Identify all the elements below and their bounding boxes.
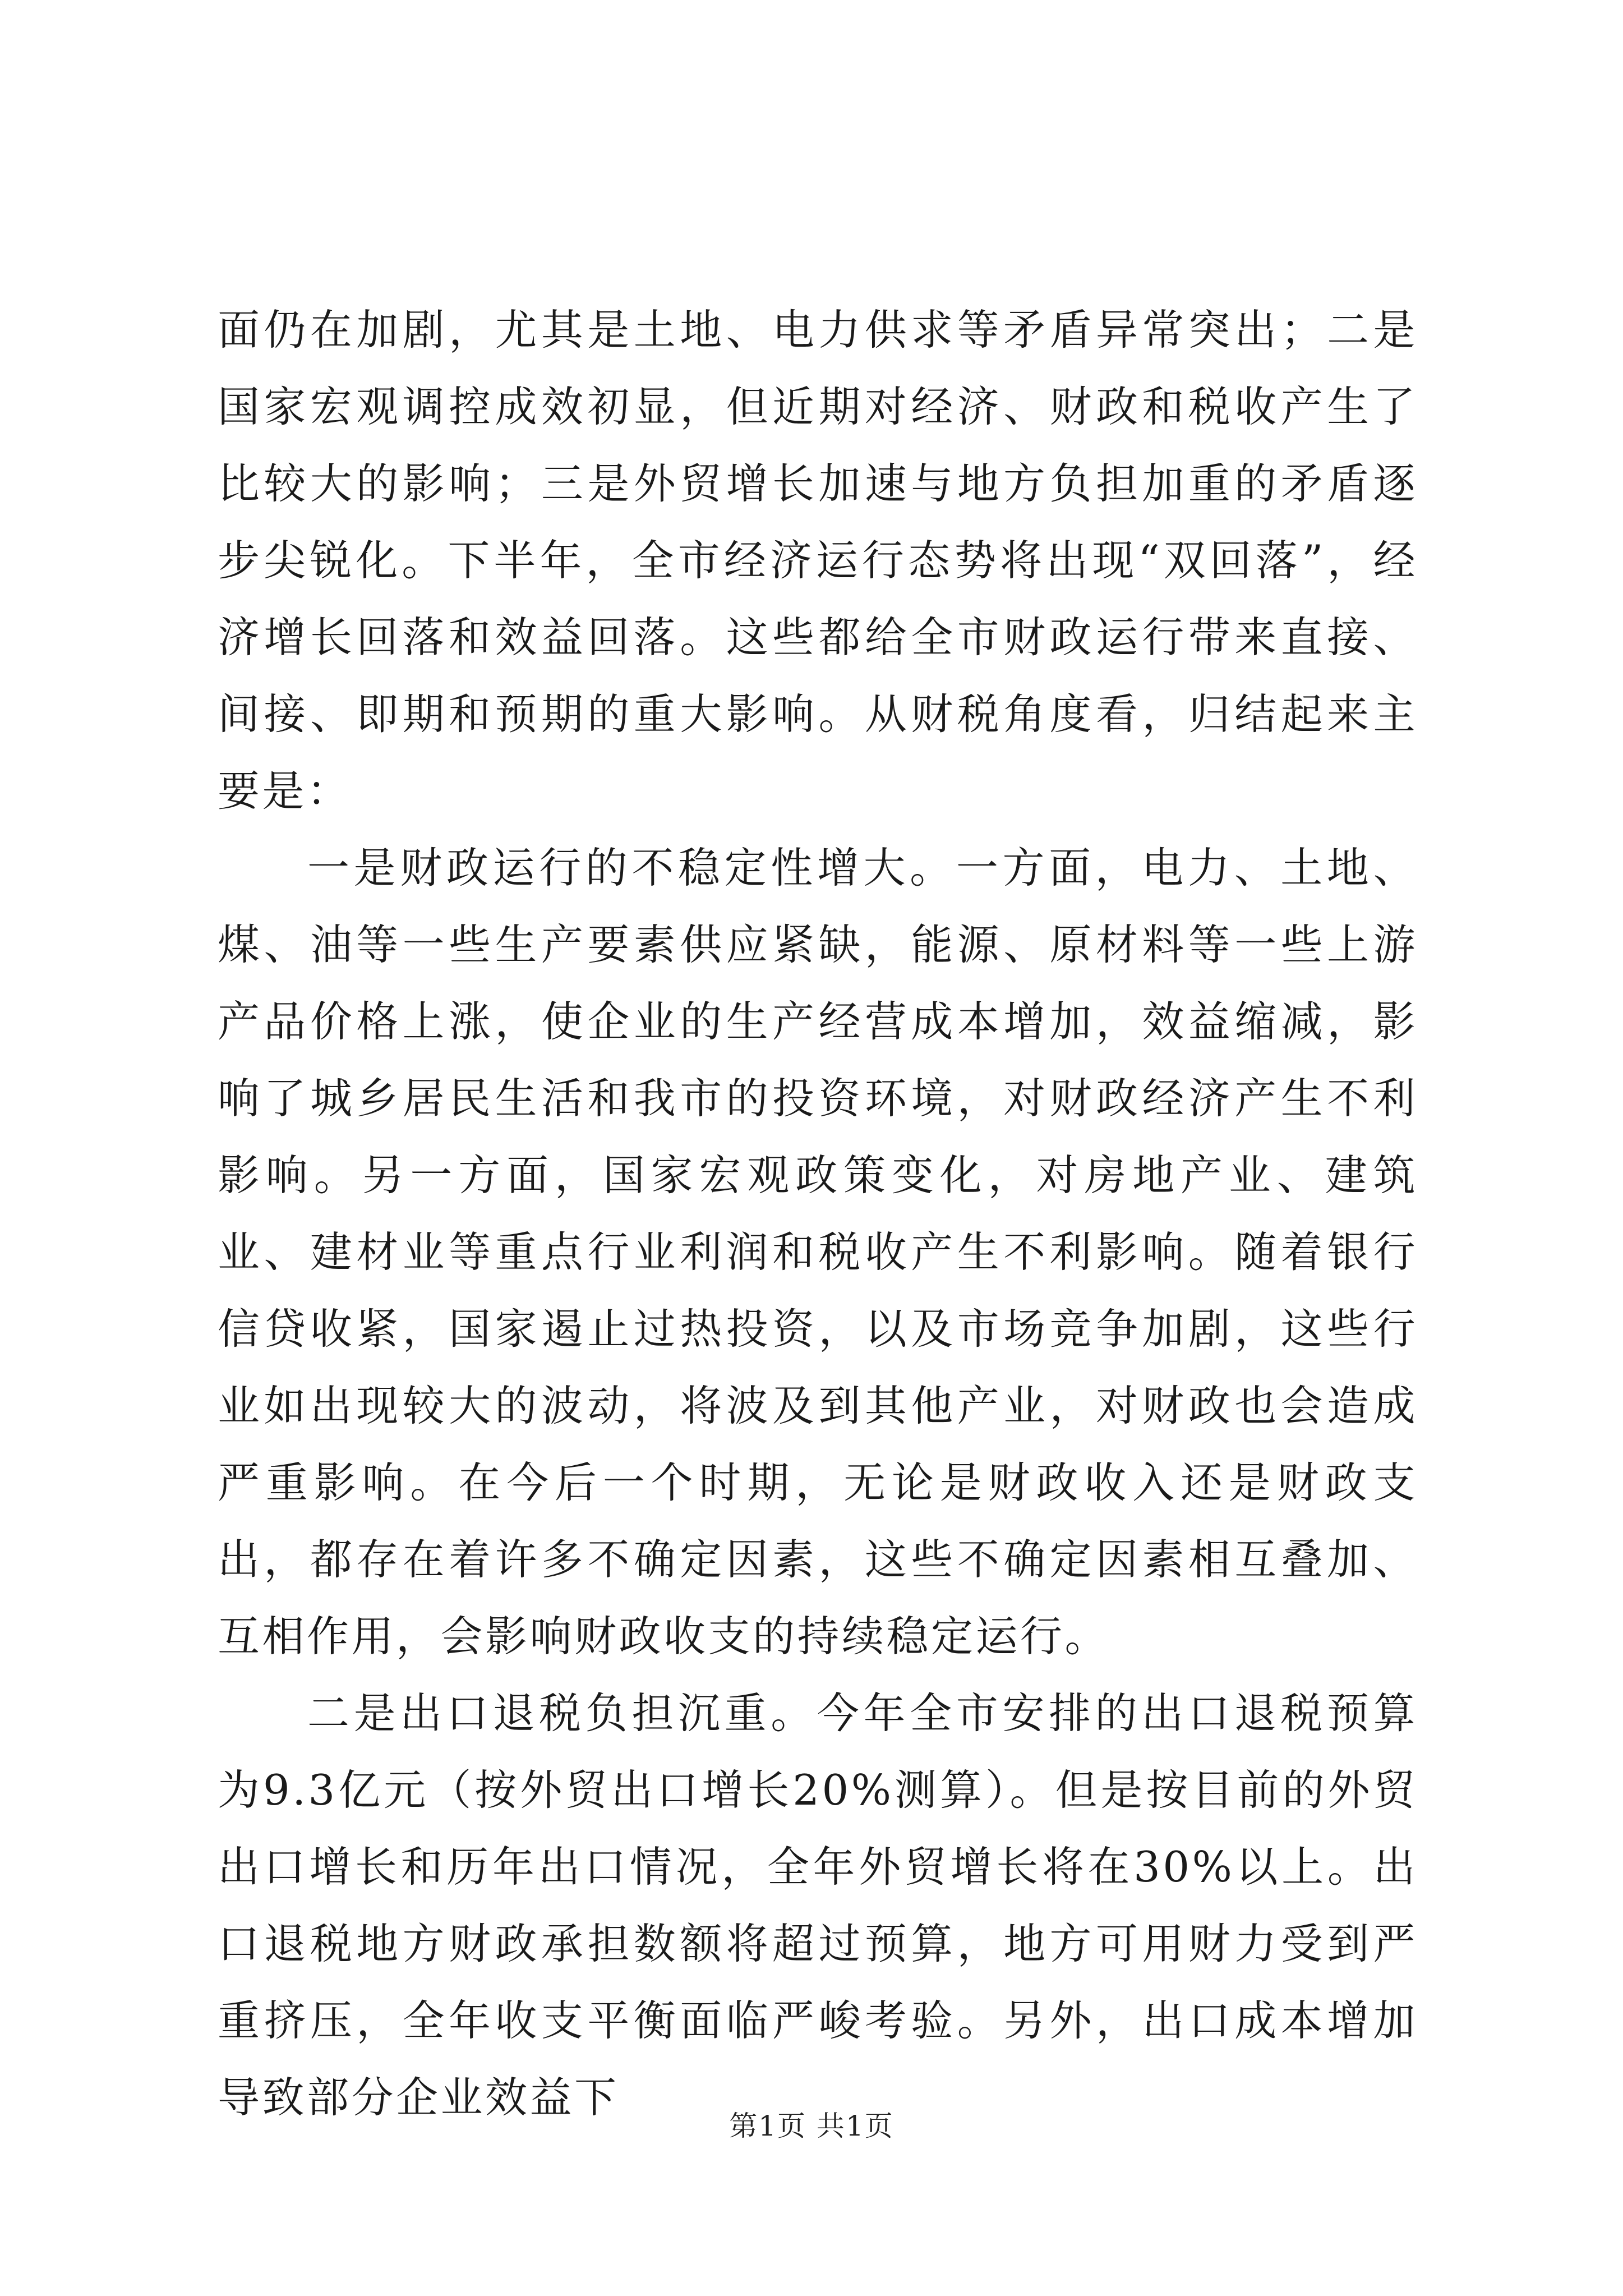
paragraph-export-tax-rebate: 二是出口退税负担沉重。今年全市安排的出口退税预算为9.3亿元（按外贸出口增长20%测算）。但是按目前的外贸出口增长和历年出口情况，全年外贸增长将在30%以上。出口退税地方财政承担数额将超过预算，地方可用财力受到严重挤压，全年收支平衡面临严峻考验。另外，出口成本增加导致部分企业效益下 bbox=[218, 1688, 1418, 2122]
paragraph-continued: 面仍在加剧，尤其是土地、电力供求等矛盾异常突出；二是国家宏观调控成效初显，但近期对经济、财政和税收产生了比较大的影响；三是外贸增长加速与地方负担加重的矛盾逐步尖锐化。下半年，全市经济运行态势将出现“双回落”，经济增长回落和效益回落。这些都给全市财政运行带来直接、间接、即期和预期的重大影响。从财税角度看，归结起来主要是： bbox=[218, 305, 1418, 816]
paragraph-fiscal-instability: 一是财政运行的不稳定性增大。一方面，电力、土地、煤、油等一些生产要素供应紧缺，能源、原材料等一些上游产品价格上涨，使企业的生产经营成本增加，效益缩减，影响了城乡居民生活和我市的投资环境，对财政经济产生不利影响。另一方面，国家宏观政策变化，对房地产业、建筑业、建材业等重点行业利润和税收产生不利影响。随着银行信贷收紧，国家遏止过热投资，以及市场竞争加剧，这些行业如出现较大的波动，将波及到其他产业，对财政也会造成严重影响。在今后一个时期，无论是财政收入还是财政支出，都存在着许多不确定因素，这些不确定因素相互叠加、互相作用，会影响财政收支的持续稳定运行。 bbox=[218, 843, 1418, 1661]
document-body bbox=[218, 292, 1418, 2136]
page-footer: 第1页 共1页 bbox=[729, 2110, 894, 2142]
